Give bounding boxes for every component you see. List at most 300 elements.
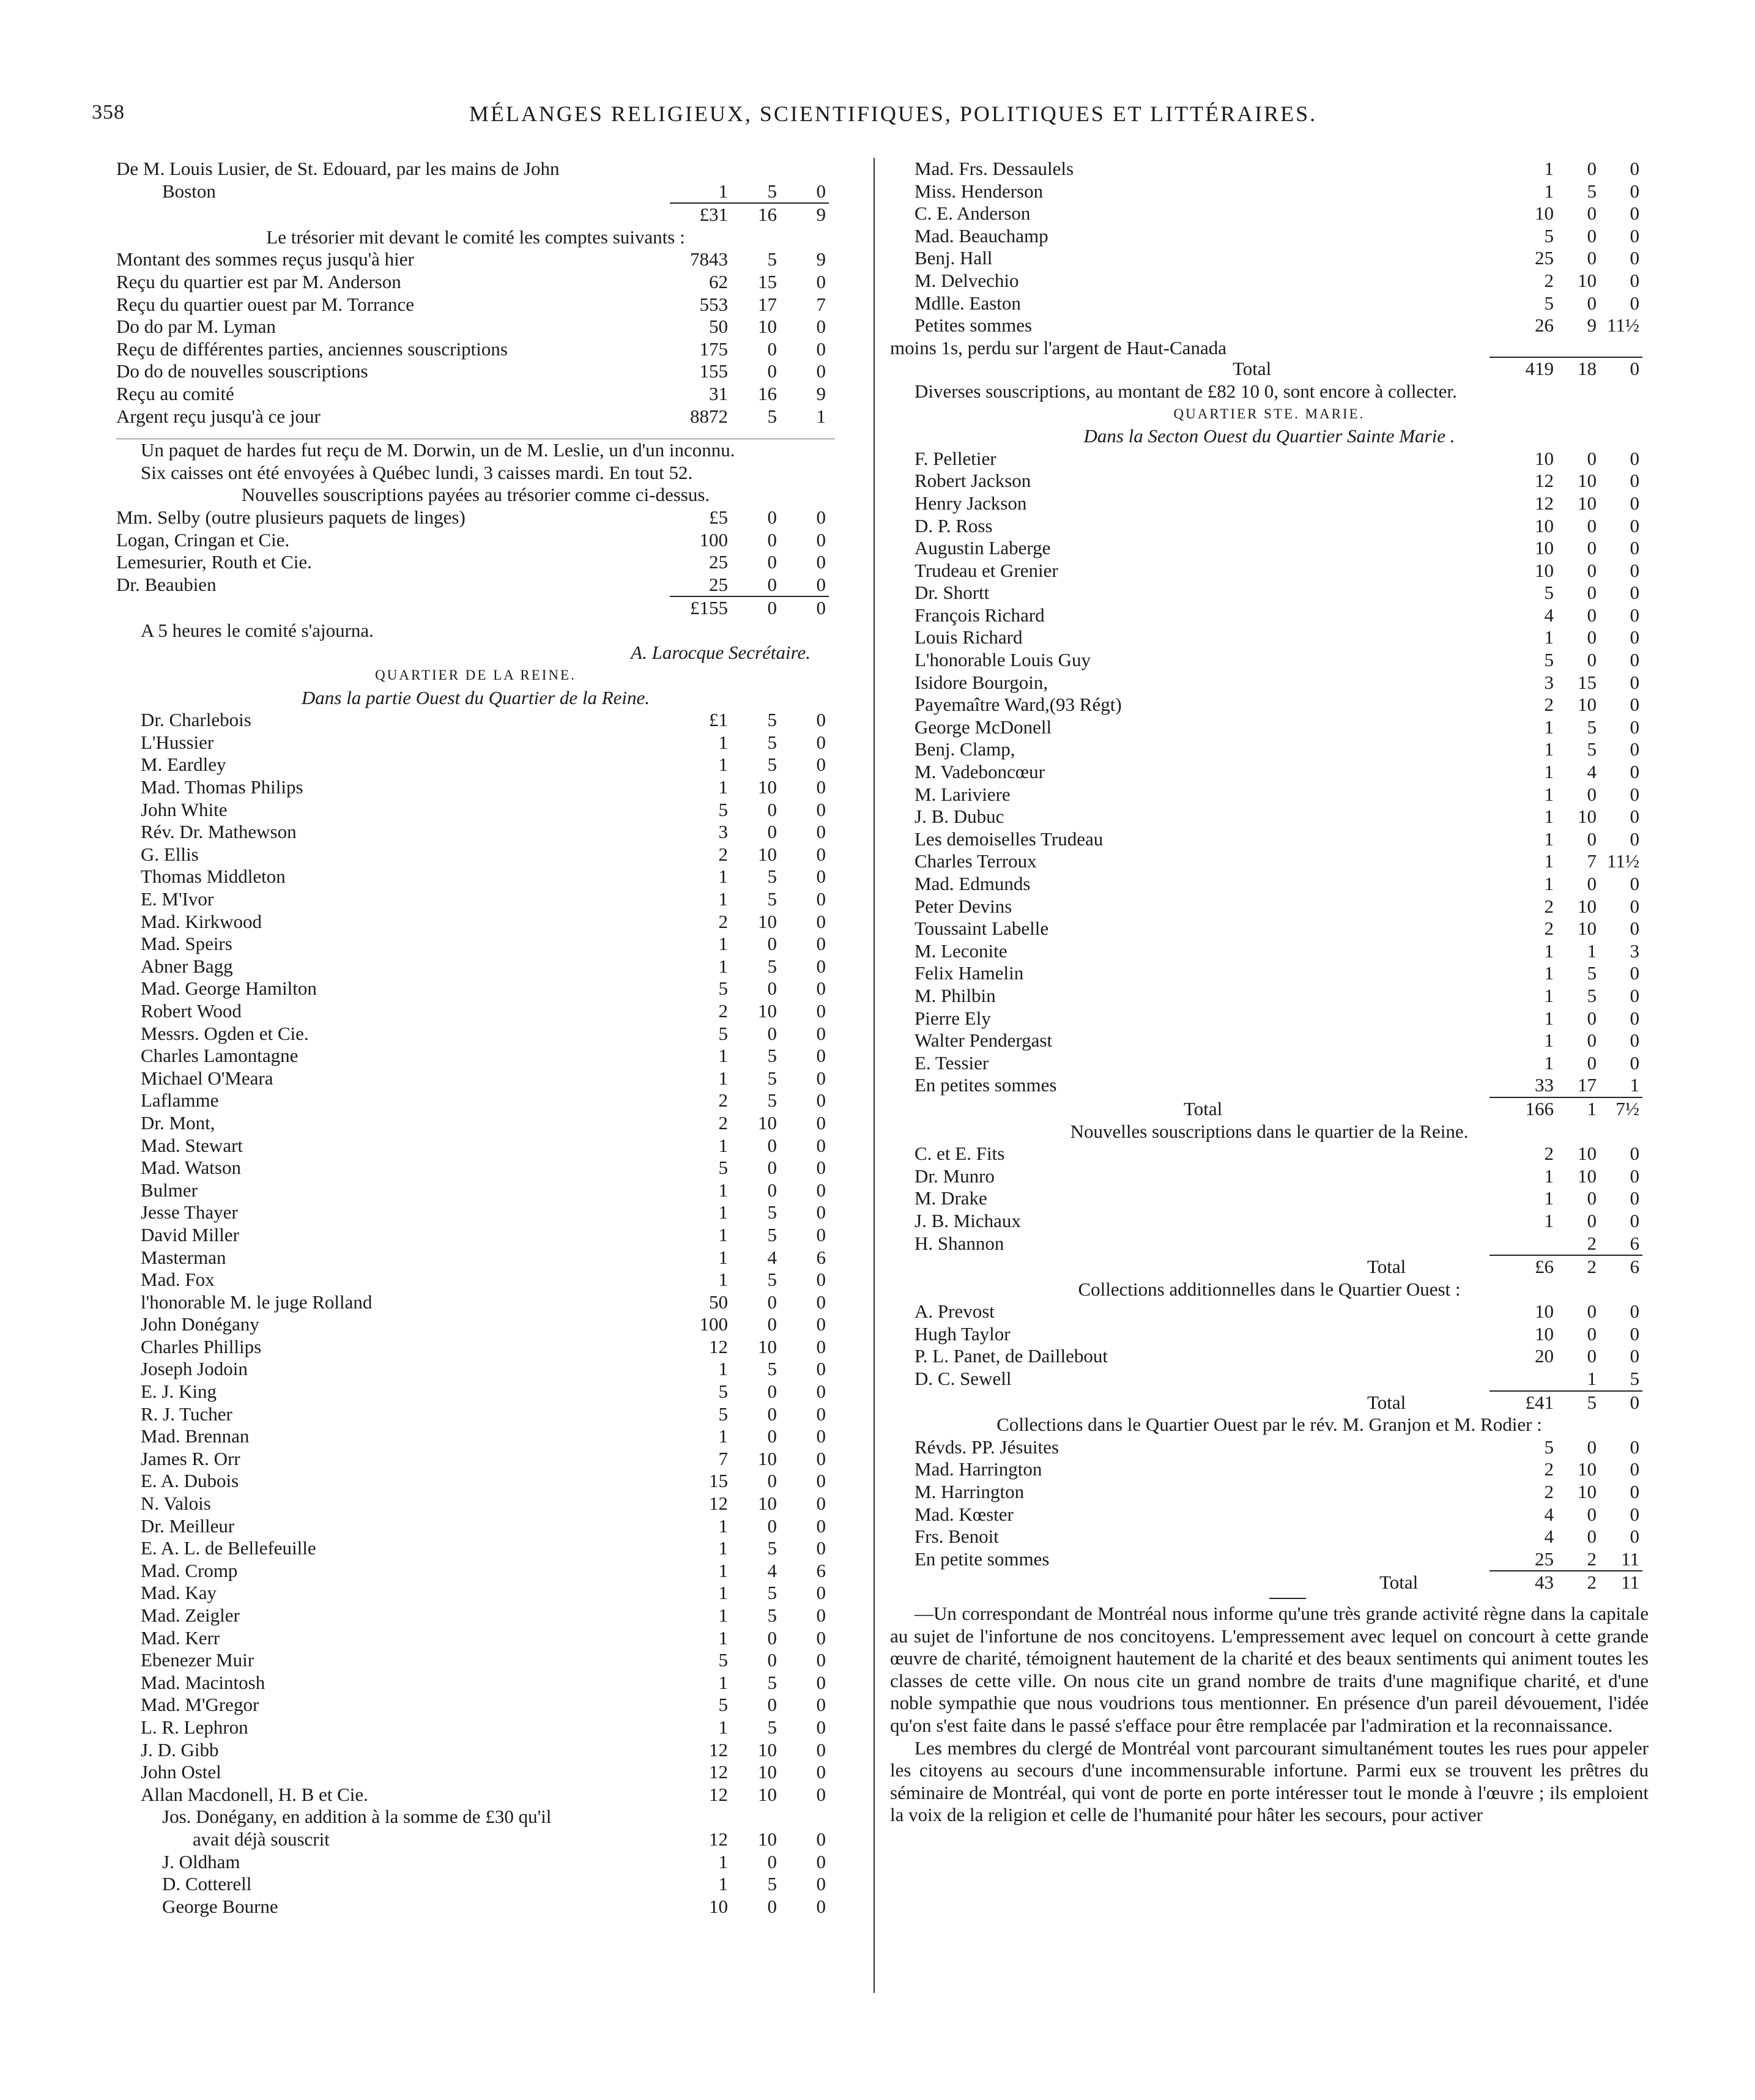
entry-amount: 0	[1587, 783, 1597, 805]
entry-amount: 0	[1630, 1503, 1639, 1525]
list-item	[890, 515, 1649, 538]
entry-amount: 0	[816, 1582, 826, 1604]
entry-amount: 1	[718, 1045, 728, 1067]
section-subheading-marie: Dans la Secton Ouest du Quartier Sainte Marie .	[1083, 425, 1455, 447]
entry-amount: 11½	[1606, 850, 1639, 872]
entry-name: George McDonell	[915, 716, 1052, 738]
entry-name: Rév. Dr. Mathewson	[141, 821, 297, 843]
left-column	[116, 158, 835, 1918]
entry-amount: 4	[767, 1246, 777, 1268]
new-subs-list	[116, 506, 835, 596]
entry-amount: 0	[1587, 1187, 1597, 1209]
entry-amount: 10	[1578, 269, 1597, 291]
entry-amount: 0	[1630, 738, 1639, 760]
accounts-list	[116, 248, 835, 428]
entry-name: M. Drake	[915, 1187, 987, 1209]
entry-amount: 5	[767, 1089, 777, 1111]
entry-name: Logan, Cringan et Cie.	[116, 529, 290, 551]
list-item	[116, 1694, 835, 1716]
entry-amount: 2	[1544, 269, 1554, 291]
entry-name: Mad. Brennan	[141, 1425, 250, 1447]
entry-amount: 0	[1587, 202, 1597, 224]
entry-amount: 1	[718, 1627, 728, 1649]
entry-amount: 0	[767, 1895, 777, 1917]
entry-amount: 0	[1630, 1526, 1639, 1548]
entry-amount: 1	[718, 1850, 728, 1872]
entry-amount: 1	[1544, 738, 1554, 760]
entry-amount: 1	[718, 1201, 728, 1223]
entry-amount: 0	[816, 776, 826, 798]
entry-name: Benj. Hall	[915, 247, 993, 269]
entry-amount: 5	[767, 1537, 777, 1559]
entry-amount: 0	[767, 1381, 777, 1403]
entry-name: J. B. Dubuc	[915, 806, 1004, 828]
entry-amount: 1	[1544, 962, 1554, 984]
entry-amount: 0	[1587, 604, 1597, 626]
entry-amount: 1	[1544, 158, 1554, 179]
entry-name: l'honorable M. le juge Rolland	[141, 1291, 373, 1313]
entry-amount: 1	[1544, 873, 1554, 894]
list-item	[890, 560, 1649, 582]
list-item	[116, 529, 835, 552]
section-subheading-reine: Dans la partie Ouest du Quartier de la Reine.	[301, 686, 650, 708]
list-item	[116, 776, 835, 799]
entry-amount: 0	[816, 1045, 826, 1067]
entry-name: Walter Pendergast	[915, 1030, 1053, 1052]
entry-amount: 5	[1587, 180, 1597, 202]
entry-amount: 2	[1544, 1458, 1554, 1480]
entry-amount: 10	[1578, 1165, 1597, 1187]
entry-amount: 1	[1544, 1209, 1554, 1231]
intro-line-1: De M. Louis Lusier, de St. Edouard, par les mains de John	[116, 158, 560, 179]
entry-amount: 0	[1587, 582, 1597, 604]
list-item	[116, 383, 835, 406]
entry-amount: 1	[1544, 806, 1554, 828]
entry-amount: 5	[718, 1157, 728, 1179]
entry-amount: 0	[816, 529, 826, 551]
entry-amount: 0	[1630, 626, 1639, 648]
total-4: Total £41 5 0	[1367, 1391, 1639, 1413]
entry-amount: £5	[709, 506, 728, 528]
list-item	[890, 1007, 1649, 1030]
entry-amount: 10	[758, 1335, 777, 1357]
entry-amount: 0	[816, 709, 826, 731]
list-item	[116, 844, 835, 866]
entry-amount: 0	[1630, 470, 1639, 492]
entry-amount: 0	[816, 1000, 826, 1022]
entry-amount: 0	[1587, 1007, 1597, 1029]
entry-name: C. et E. Fits	[915, 1143, 1005, 1165]
list-item	[890, 896, 1649, 918]
entry-name: Robert Wood	[141, 1000, 242, 1022]
entry-amount: 0	[767, 573, 777, 595]
entry-amount: 5	[767, 731, 777, 753]
nouvelles-heading: Nouvelles souscriptions dans le quartier de la Reine.	[1070, 1120, 1469, 1142]
entry-amount: 10	[758, 910, 777, 932]
entry-amount: 0	[816, 1179, 826, 1201]
entry-amount: 10	[1535, 559, 1554, 581]
entry-amount: 26	[1535, 314, 1554, 336]
entry-amount: 0	[1630, 1007, 1639, 1029]
entry-name: L. R. Lephron	[141, 1716, 248, 1738]
entry-name: Dr. Shortt	[915, 582, 990, 604]
entry-amount: 0	[767, 1022, 777, 1044]
entry-name: François Richard	[915, 604, 1045, 626]
entry-amount: 0	[1587, 1209, 1597, 1231]
list-item	[890, 738, 1649, 761]
entry-amount: 9	[1587, 314, 1597, 336]
entry-amount: 0	[1630, 447, 1639, 469]
entry-name: Do do par M. Lyman	[116, 316, 276, 338]
entry-amount: 0	[816, 1381, 826, 1403]
entry-amount: 0	[1587, 1503, 1597, 1525]
entry-name: En petites sommes	[915, 1074, 1057, 1096]
entry-amount: 0	[767, 1134, 777, 1156]
entry-amount: 0	[816, 1515, 826, 1537]
list-item	[116, 1537, 835, 1560]
entry-name: Mad. Thomas Philips	[141, 776, 303, 798]
entry-amount: 0	[1587, 247, 1597, 269]
moins-line: moins 1s, perdu sur l'argent de Haut-Canada	[890, 336, 1226, 358]
list-item	[890, 626, 1649, 649]
granjon-heading: Collections dans le Quartier Ouest par le rév. M. Granjon et M. Rodier :	[996, 1414, 1542, 1436]
entry-amount: 1	[1544, 180, 1554, 202]
entry-amount: 0	[816, 1313, 826, 1335]
entry-amount: 0	[1630, 1187, 1639, 1209]
list-item	[116, 1179, 835, 1202]
entry-name: L'Hussier	[141, 731, 214, 753]
entry-amount: 0	[1587, 559, 1597, 581]
entry-amount: 0	[1630, 1345, 1639, 1367]
entry-name: Michael O'Meara	[141, 1067, 273, 1089]
entry-name: E. M'Ivor	[141, 888, 214, 910]
entry-name: Miss. Henderson	[915, 180, 1044, 202]
entry-amount: 0	[816, 1358, 826, 1380]
entry-amount: 0	[1630, 1165, 1639, 1187]
entry-name: Mad. Stewart	[141, 1134, 243, 1156]
entry-amount: 10	[758, 843, 777, 865]
entry-amount: 0	[816, 1671, 826, 1693]
entry-name: Révds. PP. Jésuites	[915, 1436, 1059, 1458]
total-3: Total £6 2 6	[1367, 1256, 1639, 1278]
entry-amount: 0	[1587, 1052, 1597, 1074]
entry-name: Mad. Edmunds	[915, 873, 1031, 894]
entry-amount: 5	[718, 798, 728, 820]
list-item	[116, 1157, 835, 1179]
entry-amount: 15	[709, 1470, 728, 1492]
entry-name: R. J. Tucher	[141, 1403, 232, 1425]
entry-amount: 0	[1630, 514, 1639, 536]
entry-amount: 0	[816, 910, 826, 932]
entry-amount: 0	[816, 888, 826, 910]
entry-amount: 100	[699, 529, 728, 551]
list-item	[890, 784, 1649, 806]
list-item	[890, 448, 1649, 470]
nouvelles-entries	[890, 1143, 1649, 1255]
entry-amount: 6	[816, 1559, 826, 1581]
entry-amount: 1	[718, 888, 728, 910]
marie-entries	[890, 448, 1649, 1097]
collections-heading: Collections additionnelles dans le Quartier Ouest :	[1078, 1278, 1461, 1300]
intro-line-2: Boston 1 5 0	[162, 180, 826, 202]
paragraph-hardes: Un paquet de hardes fut reçu de M. Dorwin, un de M. Leslie, un d'un inconnu.	[141, 439, 735, 461]
list-item	[116, 709, 835, 732]
list-item	[116, 821, 835, 844]
entry-name: Mad. Beauchamp	[915, 224, 1048, 247]
entry-amount: 2	[1587, 1548, 1597, 1570]
entry-amount: 0	[767, 1694, 777, 1716]
entry-amount: 5	[1544, 292, 1554, 314]
entry-name: Charles Terroux	[915, 850, 1037, 872]
entry-amount: 5	[1544, 582, 1554, 604]
list-item	[890, 1504, 1649, 1526]
entry-amount: 0	[767, 798, 777, 820]
list-item	[116, 911, 835, 933]
entry-amount: 0	[816, 1738, 826, 1761]
list-item	[890, 1458, 1649, 1481]
entry-amount: 0	[816, 955, 826, 977]
entry-amount: 1	[1544, 940, 1554, 962]
entry-amount: 4	[1587, 761, 1597, 783]
entry-amount: 0	[1630, 806, 1639, 828]
entry-name: Argent reçu jusqu'à ce jour	[116, 405, 321, 427]
entry-amount: 5	[767, 754, 777, 776]
list-item	[890, 672, 1649, 694]
diverses-line: Diverses souscriptions, au montant de £82 10 0, sont encore à collecter.	[915, 380, 1457, 402]
entry-name: E. A. Dubois	[141, 1470, 239, 1492]
list-item	[116, 1649, 835, 1672]
entry-amount: 0	[816, 1605, 826, 1626]
entry-amount: 7	[816, 293, 826, 315]
entry-name: M. Philbin	[915, 984, 996, 1006]
entry-name: M. Leconite	[915, 940, 1007, 962]
entry-amount: 0	[1587, 649, 1597, 671]
entry-name: Mad. Speirs	[141, 933, 232, 955]
entry-amount: 0	[816, 270, 826, 292]
entry-amount: 0	[816, 1111, 826, 1133]
entry-name: Abner Bagg	[141, 955, 233, 977]
list-item	[116, 1358, 835, 1381]
entry-amount: 0	[767, 338, 777, 360]
entry-amount: 1	[1630, 1074, 1639, 1096]
entry-amount: 0	[816, 731, 826, 753]
entry-amount: 0	[1630, 1143, 1639, 1165]
entry-amount: 0	[1587, 514, 1597, 536]
entry-name: Mad. Kerr	[141, 1627, 220, 1649]
entry-amount: 4	[1544, 604, 1554, 626]
entry-amount: 100	[699, 1313, 728, 1335]
granjon-entries	[890, 1436, 1649, 1571]
list-item	[116, 294, 835, 316]
entry-name: Mad. Cromp	[141, 1559, 238, 1581]
entry-amount: 1	[718, 731, 728, 753]
entry-name: L'honorable Louis Guy	[915, 649, 1091, 671]
list-item	[890, 1210, 1649, 1233]
entry-amount: 10	[1535, 537, 1554, 559]
list-item	[890, 1233, 1649, 1255]
entry-amount: 25	[1535, 1548, 1554, 1570]
entry-amount: 10	[758, 1738, 777, 1761]
entry-amount: 5	[718, 1381, 728, 1403]
entry-name: Mad. M'Gregor	[141, 1694, 259, 1716]
page-header	[0, 101, 1755, 138]
entry-amount: 2	[718, 1000, 728, 1022]
entry-amount: 0	[1630, 694, 1639, 716]
entry-amount: 0	[816, 1447, 826, 1469]
list-item	[116, 1381, 835, 1403]
list-item	[116, 1851, 835, 1874]
entry-amount: 2	[1544, 1481, 1554, 1503]
entry-name: Mad. Frs. Dessaulels	[915, 158, 1074, 179]
entry-amount: 0	[1630, 1052, 1639, 1074]
entry-amount: 0	[1630, 559, 1639, 581]
entry-amount: 10	[1578, 694, 1597, 716]
entry-amount: 0	[1587, 537, 1597, 559]
entry-amount: 3	[1544, 671, 1554, 693]
entry-name: Petites sommes	[915, 314, 1033, 336]
list-item	[890, 1548, 1649, 1571]
entry-amount: 5	[767, 1067, 777, 1089]
entry-name: David Miller	[141, 1223, 239, 1245]
entry-name: M. Harrington	[915, 1481, 1025, 1503]
list-item	[116, 1067, 835, 1090]
entry-name: Benj. Clamp,	[915, 738, 1015, 760]
entry-amount: 1	[718, 1582, 728, 1604]
entry-amount: 0	[1630, 1323, 1639, 1345]
list-item	[890, 1323, 1649, 1346]
entry-amount: 0	[816, 978, 826, 1000]
entry-amount: 0	[816, 1895, 826, 1917]
list-item	[116, 360, 835, 383]
list-item	[890, 918, 1649, 940]
entry-amount: 5	[718, 978, 728, 1000]
entry-amount: 0	[1587, 828, 1597, 850]
list-item	[890, 962, 1649, 985]
list-item	[116, 1023, 835, 1045]
entry-amount: 1	[1544, 1165, 1554, 1187]
entry-name: D. Cotterell	[162, 1873, 252, 1895]
entry-amount: 0	[1630, 918, 1639, 940]
entry-amount: 0	[816, 1223, 826, 1245]
entry-amount: 0	[1630, 292, 1639, 314]
entry-amount: 1	[718, 1716, 728, 1738]
entry-amount: 3	[718, 821, 728, 843]
running-title: MÉLANGES RELIGIEUX, SCIENTIFIQUES, POLITIQUES ET LITTÉRAIRES.	[469, 102, 1318, 126]
entry-amount: 1	[718, 1537, 728, 1559]
entry-amount: 0	[1587, 1345, 1597, 1367]
entry-amount: 0	[816, 1783, 826, 1805]
list-item	[116, 888, 835, 911]
entry-amount: 0	[1630, 269, 1639, 291]
entry-amount: 62	[709, 270, 728, 292]
list-item	[116, 406, 835, 428]
entry-name: Mad. Harrington	[915, 1458, 1042, 1480]
list-item	[116, 1716, 835, 1739]
entry-amount: 0	[816, 1694, 826, 1716]
page-number: 358	[92, 101, 125, 124]
total-1: Total 419 18 0	[1233, 358, 1639, 380]
list-item	[116, 1605, 835, 1627]
entry-amount: 0	[816, 821, 826, 843]
entry-name: Louis Richard	[915, 626, 1023, 648]
entry-amount: 2	[1544, 1143, 1554, 1165]
entry-amount: 11	[1621, 1548, 1639, 1570]
entry-amount: 0	[767, 1470, 777, 1492]
entry-amount: 5	[767, 1223, 777, 1245]
collections-entries	[890, 1300, 1649, 1390]
list-item	[116, 1269, 835, 1291]
list-item	[890, 247, 1649, 270]
list-item	[890, 806, 1649, 828]
entry-name: Mad. Fox	[141, 1269, 215, 1291]
entry-amount: 16	[758, 382, 777, 404]
entry-amount: 0	[816, 1403, 826, 1425]
entry-name: Payemaître Ward,(93 Régt)	[915, 694, 1122, 716]
entry-amount: 5	[1544, 649, 1554, 671]
entry-amount: 0	[1630, 1300, 1639, 1323]
list-item	[116, 1582, 835, 1605]
entry-name: Lemesurier, Routh et Cie.	[116, 551, 312, 573]
entry-amount: 7843	[690, 248, 728, 270]
list-item	[890, 1143, 1649, 1165]
entry-name: George Bourne	[162, 1895, 278, 1917]
entry-amount: 5	[767, 1358, 777, 1380]
entry-amount: 7	[1587, 850, 1597, 872]
entry-name: Peter Devins	[915, 895, 1012, 917]
entry-name: Bulmer	[141, 1179, 198, 1201]
entry-name: Mad. Kirkwood	[141, 910, 262, 932]
list-item	[890, 828, 1649, 851]
entry-amount: 1	[1544, 761, 1554, 783]
list-item	[116, 1336, 835, 1359]
entry-name: John Ostel	[141, 1761, 221, 1783]
entry-amount: 0	[816, 1470, 826, 1492]
entry-amount: 0	[1630, 492, 1639, 514]
entry-amount: 0	[816, 338, 826, 360]
column-divider	[874, 158, 875, 1993]
entry-amount: 1	[1544, 1007, 1554, 1029]
entry-name: James R. Orr	[141, 1447, 240, 1469]
tail-entries	[116, 1851, 835, 1918]
entry-amount: 5	[767, 709, 777, 731]
entry-amount: 0	[1630, 671, 1639, 693]
entry-amount: 5	[767, 248, 777, 270]
list-item	[890, 582, 1649, 604]
entry-amount: 10	[1578, 918, 1597, 940]
entry-name: C. E. Anderson	[915, 202, 1031, 224]
entry-amount: 10	[758, 1111, 777, 1133]
entry-name: Trudeau et Grenier	[915, 559, 1058, 581]
entry-amount: 0	[1630, 649, 1639, 671]
total-5: Total 43 2 11	[1379, 1571, 1639, 1594]
entry-amount: 175	[699, 338, 728, 360]
entry-amount: 3	[1630, 940, 1639, 962]
entry-amount: 10	[1578, 806, 1597, 828]
entry-amount: 12	[709, 1493, 728, 1515]
entry-amount: 0	[1630, 895, 1639, 917]
entry-amount: 0	[767, 1403, 777, 1425]
entry-amount: 10	[1578, 470, 1597, 492]
entry-amount: 0	[767, 360, 777, 382]
entry-name: M. Eardley	[141, 754, 226, 776]
entry-amount: 0	[816, 1716, 826, 1738]
entry-amount: 4	[1544, 1503, 1554, 1525]
entry-amount: 0	[816, 1089, 826, 1111]
list-item	[890, 202, 1649, 225]
entry-amount: 5	[1587, 738, 1597, 760]
entry-amount: 25	[709, 551, 728, 573]
subtotal-line: £31 16 9	[699, 204, 826, 226]
